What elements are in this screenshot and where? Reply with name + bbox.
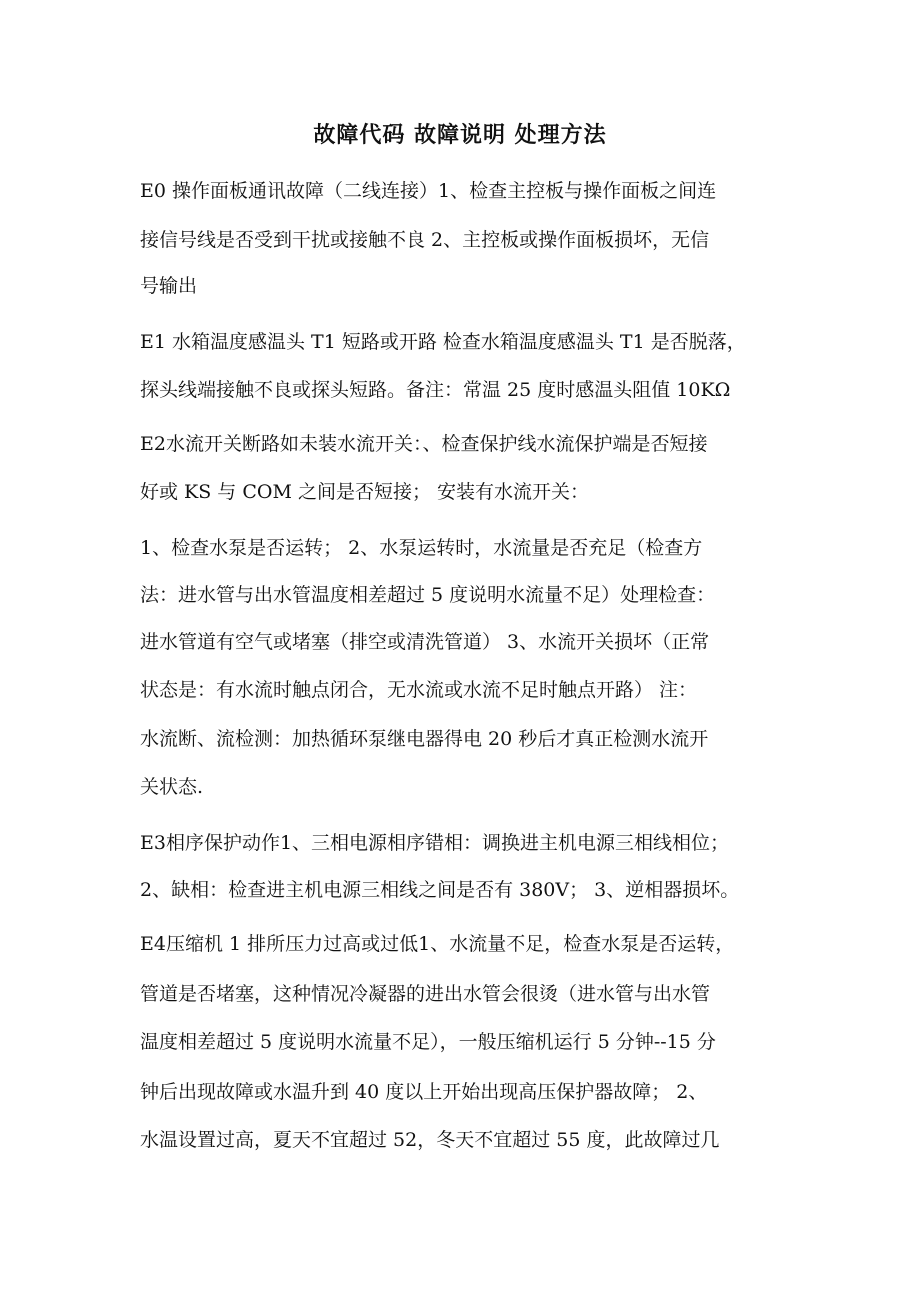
text-line: 水温设置过高，夏天不宜超过 52，冬天不宜超过 55 度，此故障过几 — [140, 1129, 720, 1151]
text-line: 状态是：有水流时触点闭合，无水流或水流不足时触点开路） 注： — [140, 679, 698, 701]
text-line: E4压缩机 1 排所压力过高或过低1、水流量不足，检查水泵是否运转， — [140, 933, 735, 955]
text-line: E0 操作面板通讯故障（二线连接）1、检查主控板与操作面板之间连 — [140, 180, 717, 202]
text-line: E1 水箱温度感温头 T1 短路或开路 检查水箱温度感温头 T1 是否脱落， — [140, 331, 746, 353]
text-line: 水流断、流检测：加热循环泵继电器得电 20 秒后才真正检测水流开 — [140, 728, 709, 750]
document-title: 故障代码 故障说明 处理方法 — [313, 122, 607, 148]
text-line: 关状态. — [140, 776, 204, 798]
text-line: E2水流开关断路如未装水流开关：、检查保护线水流保护端是否短接 — [140, 433, 708, 455]
text-line: 探头线端接触不良或探头短路。备注：常温 25 度时感温头阻值 10KΩ — [140, 379, 731, 401]
text-line: 号输出 — [140, 275, 198, 297]
text-line: 钟后出现故障或水温升到 40 度以上开始出现高压保护器故障； 2、 — [140, 1081, 708, 1103]
text-line: E3相序保护动作1、三相电源相序错相：调换进主机电源三相线相位； — [140, 832, 730, 854]
text-line: 进水管道有空气或堵塞（排空或清洗管道） 3、水流开关损坏（正常 — [140, 631, 710, 653]
text-line: 法：进水管与出水管温度相差超过 5 度说明水流量不足）处理检查： — [140, 584, 716, 606]
text-line: 2、缺相：检查进主机电源三相线之间是否有 380V； 3、逆相器损坏。 — [140, 879, 740, 901]
text-line: 接信号线是否受到干扰或接触不良 2、主控板或操作面板损坏，无信 — [140, 229, 710, 251]
text-line: 管道是否堵塞，这种情况冷凝器的进出水管会很烫（进水管与出水管 — [140, 983, 711, 1005]
text-line: 温度相差超过 5 度说明水流量不足），一般压缩机运行 5 分钟--15 分 — [140, 1031, 716, 1053]
text-line: 1、检查水泵是否运转； 2、水泵运转时，水流量是否充足（检查方 — [140, 537, 703, 559]
text-line: 好或 KS 与 COM 之间是否短接； 安装有水流开关： — [140, 481, 589, 503]
